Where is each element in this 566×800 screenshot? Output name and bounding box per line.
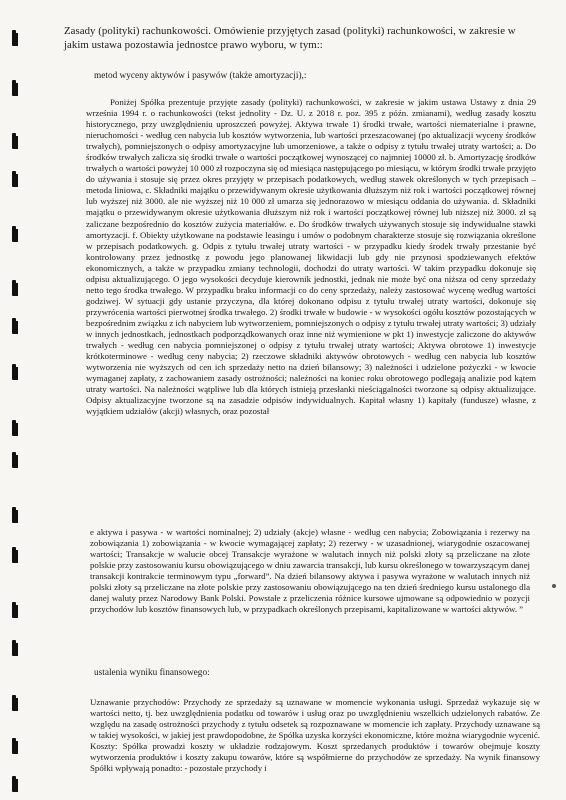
section-heading-valuation: metod wyceny aktywów i pasywów (także amortyzacji),: xyxy=(94,71,307,81)
binding-mark xyxy=(12,80,16,96)
binding-mark xyxy=(12,738,16,754)
financial-result-paragraph: Uznawanie przychodów: Przychody ze sprzedaży są uznawane w momencie wykonania usługi. Sprzedaż wykazuje się w wartości netto, tj. bez uwzględnienia podatku od towarów i usług oraz po uwzględnieniu wszelkich udzielonych rabatów. Ze względu na zasadę ostrożności przychody z tytułu odsetek są rozpoznawane w momencie ich zapłaty. Przychody uznawane są w takiej wysokości, w jakiej jest prawdopodobne, że Spółka uzyska korzyści ekonomiczne, które można wiarygodnie wycenić. Koszty: Spółka prowadzi koszty w układzie rodzajowym. Koszt sprzedanych produktów i towarów obejmuje koszty wytworzenia produktów i koszty zakupu towarów, które są współmierne do przychodów ze sprzedaży. Na wynik finansowy Spółki wpływają ponadto: - pozostałe przychody i xyxy=(90,697,540,774)
accounting-policy-paragraph: Poniżej Spółka prezentuje przyjęte zasady (polityki) rachunkowości, w zakresie w jakim ustawa Ustawy z dnia 29 września 1994 r. o rachunkowości (tekst jednolity - Dz. U. z 2018 r. poz. 395 z późn. zmianami), według zasady kosztu historycznego, przy uwzględnieniu uproszczeń powyżej. Aktywa trwałe 1) środki trwałe, wartości niematerialne i prawne, nieruchomości - według cen nabycia lub kosztów wytworzenia, lub wartości przeszacowanej (po aktualizacji wyceny środków trwałych), pomniejszonych o odpisy amortyzacyjne lub umorzeniowe, a także o odpisy z tytułu trwałej utraty wartości; a. Do środków trwałych zalicza się środki trwałe o wartości początkowej wynoszącej co najmniej 10000 zł. b. Amortyzację środków trwałych o wartości powyżej 10 000 zł rozpoczyna się od miesiąca następującego po miesiącu, w którym środki trwałe przyjęto do używania i stosuje się przez okres przyjęty w przepisach podatkowych, według stawek określonych w tych przepisach – metoda liniowa, c. Składniki majątku o przewidywanym okresie użytkowania dłuższym niż rok i wartości początkowej równej lub wyższej niż 3000. ale nie wyższej niż 10 000 zł umarza się jednorazowo w miesiącu oddania do używania. d. Składniki majątku o przewidywanym okresie użytkowania dłuższym niż rok i wartości początkowej równej lub niższej niż 3000. zł są zaliczane bezpośrednio do kosztów zużycia materiałów. e. Do środków trwałych używanych stosuje się indywidualne stawki amortyzacji. f. Obiekty użytkowane na podstawie leasingu i umów o podobnym charakterze stosuje się rozwiązania określone w przepisach podatkowych. g. Odpis z tytułu trwałej utraty wartości - w przypadku kiedy środek trwały przestanie być kontrolowany przez jednostkę z powodu jego planowanej likwidacji lub gdy nie przynosi spodziewanych efektów ekonomicznych, a także w przypadku zmiany technologii, dochodzi do utraty wartości. W takim przypadku dokonuje się odpisu aktualizującego. O jego wysokości decyduje kierownik jednostki, jednak nie może być ona niższa od ceny sprzedaży netto tego środka trwałego. W przypadku braku informacji co do ceny sprzedaży, należy zastosować wycenę według wartości godziwej. W sytuacji gdy ustanie przyczyna, dla której dokonano odpisu z tytułu trwałej utraty wartości, dokonuje się przywrócenia wartości pierwotnej środka trwałego. 2) środki trwałe w budowie - w wysokości ogółu kosztów pozostających w bezpośrednim związku z ich nabyciem lub wytworzeniem, pomniejszonych o odpisy z tytułu trwałej utraty wartości; 3) udziały w innych jednostkach, jednostkach podporządkowanych oraz inne niż wymienione w pkt 1) inwestycje zaliczone do aktywów trwałych - według cen nabycia pomniejszonej o odpisy z tytułu trwałej utraty wartości; Aktywa obrotowe 1) inwestycje krótkoterminowe - według ceny nabycia; 2) rzeczowe składniki aktywów obrotowych - według cen nabycia lub kosztów wytworzenia nie wyższych od cen ich sprzedaży netto na dzień bilansowy; 3) należności i udzielone pożyczki - w kwocie wymaganej zapłaty, z zachowaniem zasady ostrożności; należności na koniec roku obrotowego podlegają analizie pod kątem utraty wartości. Na należności wątpliwe lub dla których istnieją przesłanki nieściągalności tworzone są odpisy aktualizujące. Odpisy aktualizacyjne tworzone są na zasadzie odpisów indywidualnych. Kapitał własny 1) kapitały (fundusze) własne, z wyjątkiem udziałów (akcji) własnych, oraz pozostał xyxy=(86,97,536,417)
binding-mark xyxy=(12,507,16,523)
binding-mark xyxy=(12,280,16,296)
accounting-policy-continuation: e aktywa i pasywa - w wartości nominalnej; 2) udziały (akcje) własne - według cen nabycia; Zobowiązania i rezerwy na zobowiązania 1) zobowiązania - w kwocie wymagającej zapłaty; 2) rezerwy - w uzasadnionej, wiarygodnie oszacowanej wartości; Transakcje w walucie obcej Transakcje wyrażone w walutach innych niż polski złoty są przeliczane na złote polskie przy zastosowaniu kursu obowiązującego w dniu zawarcia transakcji, lub kursu określonego w towarzyszącym danej transakcji kontrakcie terminowym typu „forward”. Na dzień bilansowy aktywa i pasywa wyrażone w walutach innych niż polski złoty są przeliczane na złote polskie przy zastosowaniu obowiązującego na ten dzień średniego kursu ustalonego dla danej waluty przez Narodowy Bank Polski. Powstałe z przeliczenia różnice kursowe ujmowane są odpowiednio w pozycji przychodów lub kosztów finansowych lub, w przypadkach określonych przepisami, kapitalizowane w wartości aktywów. ” xyxy=(90,527,530,615)
binding-mark xyxy=(12,318,16,334)
document-title: Zasady (polityki) rachunkowości. Omówienie przyjętych zasad (polityki) rachunkowości, w zakresie w jakim ustawa pozostawia jednostce prawo wyboru, w tym:: xyxy=(64,25,516,51)
binding-mark xyxy=(12,602,16,618)
binding-hole-marks xyxy=(0,0,40,800)
binding-mark xyxy=(12,640,16,656)
scan-speck xyxy=(552,584,556,588)
binding-mark xyxy=(12,30,16,46)
binding-mark xyxy=(12,452,16,468)
binding-mark xyxy=(12,171,16,187)
binding-mark xyxy=(12,776,16,792)
section-heading-financial-result: ustalenia wyniku finansowego: xyxy=(94,668,210,678)
binding-mark xyxy=(12,133,16,149)
binding-mark xyxy=(12,364,16,380)
binding-mark xyxy=(12,420,16,436)
binding-mark xyxy=(12,226,16,242)
binding-mark xyxy=(12,547,16,563)
binding-mark xyxy=(12,695,16,711)
